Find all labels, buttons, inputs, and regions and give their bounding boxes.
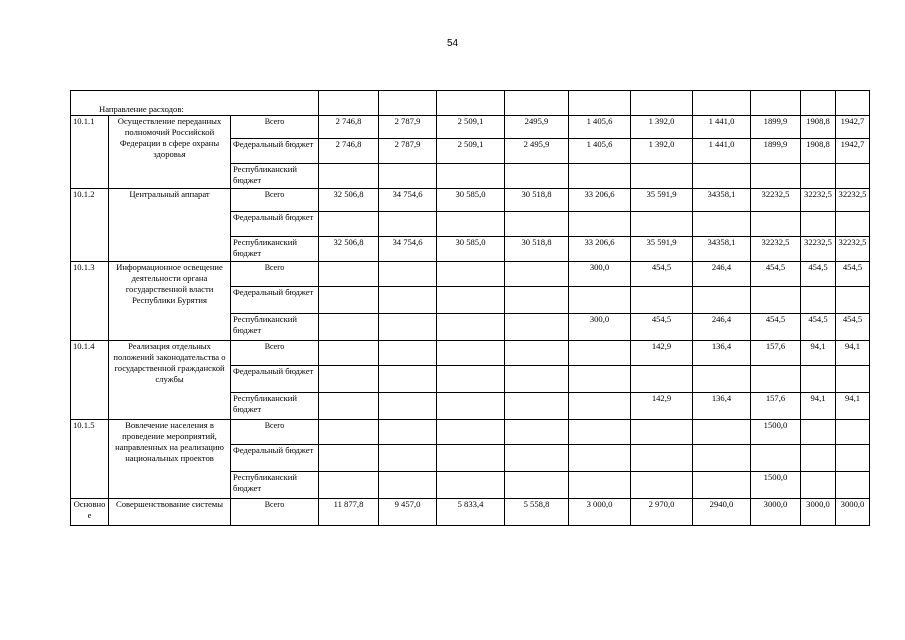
value-cell <box>836 366 870 393</box>
table-row <box>71 420 870 445</box>
value-cell <box>437 314 505 341</box>
value-cell: 35 591,9 <box>631 237 693 262</box>
value-cell <box>437 212 505 237</box>
value-cell: 32232,5 <box>836 189 870 212</box>
value-cell <box>379 212 437 237</box>
item-code: 10.1.1 <box>71 116 109 189</box>
value-cell <box>437 366 505 393</box>
table-row <box>71 116 870 139</box>
value-cell <box>319 420 379 445</box>
value-cell <box>505 341 569 366</box>
value-cell: 454,5 <box>801 262 836 287</box>
value-cell <box>437 420 505 445</box>
value-cell <box>836 420 870 445</box>
value-cell <box>505 212 569 237</box>
value-cell <box>631 366 693 393</box>
value-cell <box>319 393 379 420</box>
value-cell <box>319 341 379 366</box>
value-cell: 454,5 <box>631 314 693 341</box>
funding-source: Федеральный бюджет <box>231 366 319 393</box>
funding-source: Федеральный бюджет <box>231 139 319 164</box>
value-cell <box>379 445 437 472</box>
value-cell: 2 746,8 <box>319 139 379 164</box>
value-cell: 94,1 <box>801 393 836 420</box>
value-cell: 454,5 <box>631 262 693 287</box>
value-cell <box>569 472 631 499</box>
funding-source: Всего <box>231 116 319 139</box>
value-cell <box>505 262 569 287</box>
value-cell <box>379 366 437 393</box>
value-cell <box>631 212 693 237</box>
funding-source: Республиканский бюджет <box>231 237 319 262</box>
value-cell: 33 206,6 <box>569 237 631 262</box>
value-cell <box>505 314 569 341</box>
value-cell <box>319 445 379 472</box>
table-row <box>71 341 870 366</box>
item-name: Совершенствование системы <box>109 499 231 526</box>
funding-source: Всего <box>231 499 319 526</box>
value-cell: 1908,8 <box>801 139 836 164</box>
value-cell: 136,4 <box>693 341 751 366</box>
value-cell: 1 405,6 <box>569 116 631 139</box>
value-cell <box>836 445 870 472</box>
funding-source: Республиканский бюджет <box>231 164 319 189</box>
value-cell: 1942,7 <box>836 139 870 164</box>
value-cell <box>801 420 836 445</box>
value-cell <box>569 212 631 237</box>
table-row <box>71 189 870 212</box>
value-cell <box>569 445 631 472</box>
value-cell: 246,4 <box>693 262 751 287</box>
value-cell: 94,1 <box>801 341 836 366</box>
value-cell <box>379 472 437 499</box>
value-cell: 2 970,0 <box>631 499 693 526</box>
value-cell: 30 518,8 <box>505 237 569 262</box>
value-cell: 246,4 <box>693 314 751 341</box>
value-cell: 454,5 <box>751 262 801 287</box>
page-number: 54 <box>446 38 459 49</box>
value-cell <box>319 287 379 314</box>
value-cell: 34358,1 <box>693 189 751 212</box>
value-cell <box>379 420 437 445</box>
value-cell: 32 506,8 <box>319 237 379 262</box>
value-cell <box>505 164 569 189</box>
value-cell: 2 509,1 <box>437 116 505 139</box>
value-cell: 454,5 <box>836 262 870 287</box>
item-name: Реализация отдельных положений законодательства о государственной гражданской службы <box>109 341 231 420</box>
funding-source: Республиканский бюджет <box>231 314 319 341</box>
value-cell: 34 754,6 <box>379 237 437 262</box>
value-cell <box>836 472 870 499</box>
item-code: 10.1.3 <box>71 262 109 341</box>
value-cell <box>631 445 693 472</box>
value-cell: 32232,5 <box>751 237 801 262</box>
table-body <box>71 91 870 526</box>
value-cell <box>505 472 569 499</box>
value-cell <box>631 287 693 314</box>
value-cell: 32232,5 <box>801 237 836 262</box>
value-cell <box>437 262 505 287</box>
value-cell <box>319 262 379 287</box>
funding-source: Всего <box>231 262 319 287</box>
value-cell <box>836 212 870 237</box>
value-cell <box>801 287 836 314</box>
value-cell: 2495,9 <box>505 116 569 139</box>
value-cell: 33 206,6 <box>569 189 631 212</box>
value-cell <box>379 393 437 420</box>
value-cell <box>319 212 379 237</box>
value-cell: 1899,9 <box>751 139 801 164</box>
value-cell <box>751 366 801 393</box>
value-cell: 454,5 <box>836 314 870 341</box>
value-cell <box>836 164 870 189</box>
value-cell: 1 405,6 <box>569 139 631 164</box>
value-cell <box>801 472 836 499</box>
value-cell <box>751 445 801 472</box>
value-cell <box>569 287 631 314</box>
value-cell <box>437 472 505 499</box>
value-cell: 300,0 <box>569 314 631 341</box>
value-cell <box>437 393 505 420</box>
funding-source: Федеральный бюджет <box>231 287 319 314</box>
direction-row <box>71 91 870 116</box>
item-code: 10.1.5 <box>71 420 109 499</box>
funding-source: Федеральный бюджет <box>231 445 319 472</box>
value-cell: 142,9 <box>631 393 693 420</box>
value-cell <box>437 341 505 366</box>
value-cell: 30 518,8 <box>505 189 569 212</box>
value-cell <box>505 445 569 472</box>
value-cell: 1 392,0 <box>631 116 693 139</box>
value-cell <box>569 341 631 366</box>
funding-source: Всего <box>231 420 319 445</box>
value-cell: 142,9 <box>631 341 693 366</box>
value-cell <box>631 420 693 445</box>
item-name: Вовлечение населения в проведение мероприятий, направленных на реализацию национальных проектов <box>109 420 231 499</box>
value-cell: 3000,0 <box>751 499 801 526</box>
funding-source: Республиканский бюджет <box>231 393 319 420</box>
value-cell <box>569 366 631 393</box>
value-cell: 2 746,8 <box>319 116 379 139</box>
value-cell <box>379 164 437 189</box>
funding-source: Всего <box>231 189 319 212</box>
value-cell <box>319 164 379 189</box>
value-cell: 32 506,8 <box>319 189 379 212</box>
value-cell <box>693 287 751 314</box>
value-cell: 136,4 <box>693 393 751 420</box>
value-cell: 157,6 <box>751 341 801 366</box>
value-cell: 3000,0 <box>836 499 870 526</box>
value-cell <box>836 287 870 314</box>
item-name: Осуществление переданных полномочий Российской Федерации в сфере охраны здоровья <box>109 116 231 189</box>
value-cell: 300,0 <box>569 262 631 287</box>
value-cell <box>631 164 693 189</box>
budget-table <box>70 90 870 526</box>
value-cell: 157,6 <box>751 393 801 420</box>
item-code: 10.1.4 <box>71 341 109 420</box>
value-cell <box>751 164 801 189</box>
value-cell <box>379 341 437 366</box>
value-cell: 1908,8 <box>801 116 836 139</box>
value-cell <box>379 287 437 314</box>
value-cell: 30 585,0 <box>437 237 505 262</box>
value-cell: 1500,0 <box>751 420 801 445</box>
funding-source: Всего <box>231 341 319 366</box>
value-cell <box>693 445 751 472</box>
value-cell: 94,1 <box>836 393 870 420</box>
value-cell <box>319 472 379 499</box>
value-cell: 1942,7 <box>836 116 870 139</box>
funding-source: Федеральный бюджет <box>231 212 319 237</box>
value-cell <box>437 287 505 314</box>
value-cell: 32232,5 <box>751 189 801 212</box>
value-cell <box>505 420 569 445</box>
value-cell: 1 441,0 <box>693 139 751 164</box>
value-cell <box>801 164 836 189</box>
item-code: Основное <box>71 499 109 526</box>
value-cell <box>505 366 569 393</box>
value-cell <box>801 445 836 472</box>
value-cell: 5 833,4 <box>437 499 505 526</box>
value-cell: 35 591,9 <box>631 189 693 212</box>
value-cell <box>505 287 569 314</box>
value-cell: 2 495,9 <box>505 139 569 164</box>
value-cell <box>569 393 631 420</box>
value-cell: 1 441,0 <box>693 116 751 139</box>
value-cell <box>751 287 801 314</box>
item-name: Центральный аппарат <box>109 189 231 262</box>
value-cell: 1 392,0 <box>631 139 693 164</box>
value-cell: 94,1 <box>836 341 870 366</box>
value-cell <box>631 472 693 499</box>
value-cell: 1500,0 <box>751 472 801 499</box>
value-cell: 2 509,1 <box>437 139 505 164</box>
value-cell <box>437 445 505 472</box>
value-cell: 454,5 <box>801 314 836 341</box>
direction-label: Направление расходов: <box>71 91 319 116</box>
value-cell: 30 585,0 <box>437 189 505 212</box>
value-cell <box>569 420 631 445</box>
value-cell: 2 787,9 <box>379 116 437 139</box>
value-cell <box>505 393 569 420</box>
value-cell: 5 558,8 <box>505 499 569 526</box>
value-cell <box>379 314 437 341</box>
value-cell: 32232,5 <box>836 237 870 262</box>
value-cell: 11 877,8 <box>319 499 379 526</box>
value-cell <box>437 164 505 189</box>
value-cell: 2 787,9 <box>379 139 437 164</box>
value-cell: 1899,9 <box>751 116 801 139</box>
value-cell <box>801 212 836 237</box>
funding-source: Республиканский бюджет <box>231 472 319 499</box>
value-cell <box>379 262 437 287</box>
value-cell: 454,5 <box>751 314 801 341</box>
value-cell <box>693 366 751 393</box>
value-cell <box>751 212 801 237</box>
value-cell <box>319 314 379 341</box>
value-cell <box>693 212 751 237</box>
item-name: Информационное освещение деятельности органа государственной власти Республики Бурятия <box>109 262 231 341</box>
value-cell <box>569 164 631 189</box>
value-cell: 34 754,6 <box>379 189 437 212</box>
table-row <box>71 262 870 287</box>
value-cell: 2940,0 <box>693 499 751 526</box>
value-cell <box>693 420 751 445</box>
value-cell <box>319 366 379 393</box>
value-cell <box>801 366 836 393</box>
value-cell: 9 457,0 <box>379 499 437 526</box>
value-cell: 3000,0 <box>801 499 836 526</box>
value-cell: 3 000,0 <box>569 499 631 526</box>
value-cell: 32232,5 <box>801 189 836 212</box>
value-cell <box>693 472 751 499</box>
item-code: 10.1.2 <box>71 189 109 262</box>
table-row <box>71 499 870 526</box>
value-cell <box>693 164 751 189</box>
value-cell: 34358,1 <box>693 237 751 262</box>
